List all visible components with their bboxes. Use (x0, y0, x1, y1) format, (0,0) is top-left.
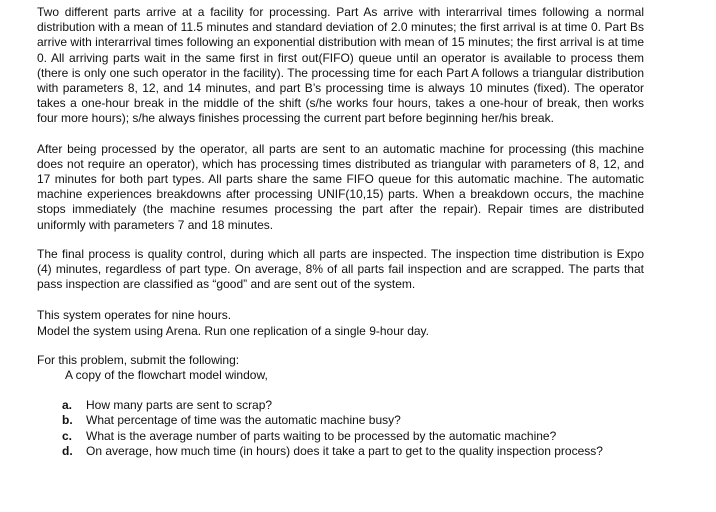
question-list (37, 398, 644, 459)
question-item (37, 444, 644, 459)
question-item (37, 429, 644, 444)
paragraph-quality-control: The final process is quality control, during which all parts are inspected. The inspection time distribution is Expo (4) minutes, regardless of part type. On average, 8% of all parts fail inspection and are scrapped. The parts that pass inspection are classified as “good” and are sent out of the system. (37, 246, 644, 292)
operates-line: This system operates for nine hours. (37, 308, 232, 323)
document-page (37, 5, 644, 459)
question-text: What percentage of time was the automatic machine busy? (86, 413, 401, 428)
question-text: How many parts are sent to scrap? (86, 398, 273, 413)
question-letter: d. (62, 443, 73, 458)
submit-intro: For this problem, submit the following: (37, 352, 240, 367)
question-letter: c. (62, 428, 73, 443)
question-text: On average, how much time (in hours) does it take a part to get to the quality inspection process? (86, 443, 603, 458)
question-letter: b. (62, 413, 73, 428)
paragraph-automatic-machine: After being processed by the operator, all parts are sent to an automatic machine for processing (this machine does not require an operator), which has processing times distributed as triangular with parameters of 8, 12, and 17 minutes for both part types. All parts share the same FIFO queue for this automatic machine. The automatic machine experiences breakdowns after processing UNIF(10,15) parts. When a breakdown occurs, the machine stops immediately (the machine resumes processing the part after the repair). Repair times are distributed uniformly with parameters 7 and 18 minutes. (37, 141, 644, 232)
question-letter: a. (62, 398, 73, 413)
question-text: What is the average number of parts waiting to be processed by the automatic machine? (86, 428, 557, 443)
submit-item: A copy of the flowchart model window, (65, 368, 268, 383)
question-item (37, 413, 644, 428)
model-line: Model the system using Arena. Run one replication of a single 9-hour day. (37, 323, 430, 338)
paragraph-arrivals: Two different parts arrive at a facility for processing. Part As arrive with interarrival times following a normal distribution with a mean of 11.5 minutes and standard deviation of 2.0 minutes; the first arrival is at time 0. Part Bs arrive with interarrival times following an exponential distribution with mean of 15 minutes; the first arrival is at time 0. All arriving parts wait in the same first in first out(FIFO) queue until an operator is available to process them (there is only one such operator in the facility). The processing time for each Part A follows a triangular distribution with parameters 8, 12, and 14 minutes, and part B’s processing time is always 10 minutes (fixed). The operator takes a one-hour break in the middle of the shift (s/he works four hours, takes a one-hour of break, then works four more hours); s/he always finishes processing the current part before beginning her/his break. (37, 5, 644, 126)
question-item (37, 398, 644, 413)
